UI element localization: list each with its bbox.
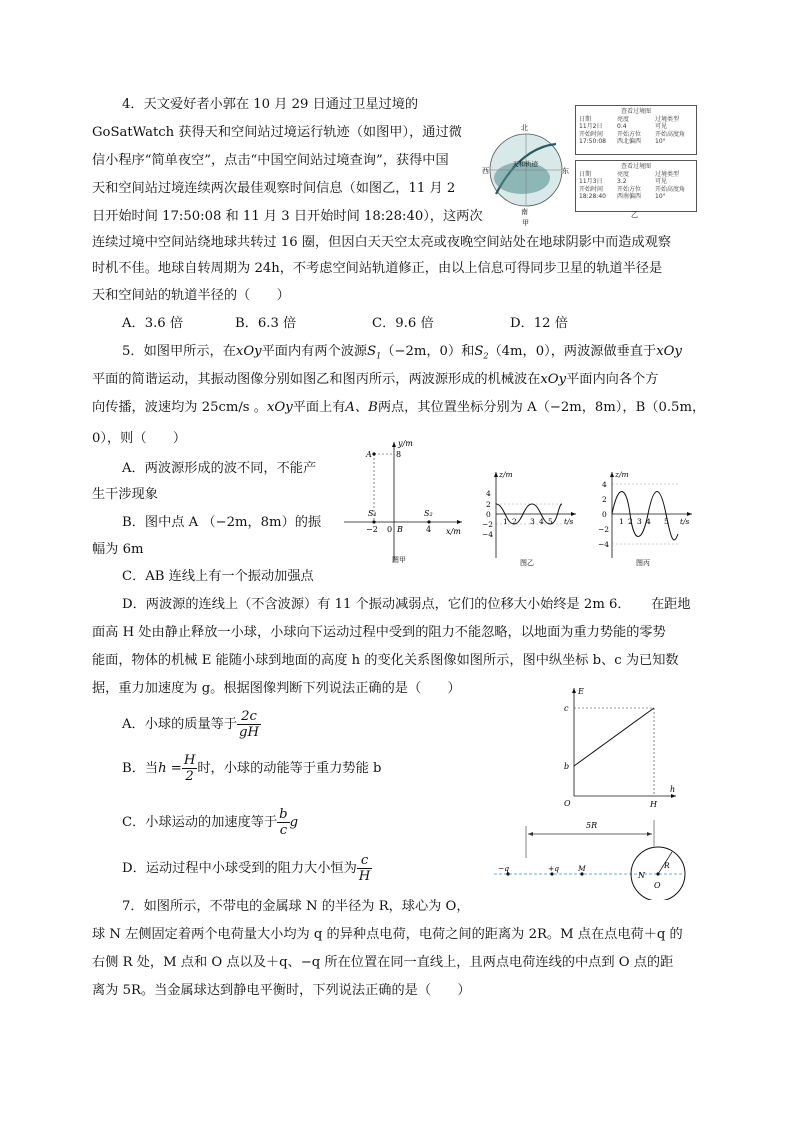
svg-text:H: H [650, 800, 657, 809]
svg-text:z/m: z/m [499, 470, 513, 479]
s1-symbol: $S_1$ [367, 344, 382, 361]
q5-option-a-2: 生干涉现象 [92, 487, 158, 502]
q7-line-2: 球 N 左侧固定着两个电荷量大小均为 q 的异种点电荷，电荷之间的距离为 2R。M 点在点电荷＋q 的 [92, 927, 683, 942]
q4-option-a: A．3.6 倍 [122, 316, 184, 331]
table-2-title: 查看过境图 [620, 163, 651, 170]
q6-line-1: 在距地 [651, 597, 691, 612]
svg-text:2: 2 [628, 517, 633, 526]
svg-text:图乙: 图乙 [520, 559, 534, 567]
svg-text:0: 0 [602, 510, 607, 519]
svg-text:B: B [397, 525, 403, 534]
vibration-graph-yi [478, 468, 580, 568]
q6-line-3: 能面，物体的机械 E 能随小球到地面的高度 h 的变化关系图像如图所示，图中纵坐标 b、c 为已知数 [92, 653, 679, 668]
q4-line-2: GoSatWatch 获得天和空间站过境运行轨迹（如图甲），通过微 [92, 125, 462, 140]
q6-option-a: A．小球的质量等于 $\frac{2c}{gH}$ [122, 709, 259, 740]
svg-text:x/m: x/m [446, 527, 461, 536]
q5-line-2: 平面的简谐运动，其振动图像分别如图乙和图丙所示，两波源形成的机械波在xOy平面内向各个方 [92, 372, 659, 387]
svg-text:4: 4 [539, 517, 544, 526]
svg-text:−q: −q [498, 864, 510, 873]
svg-text:4: 4 [486, 489, 491, 498]
svg-text:t/s: t/s [564, 517, 574, 526]
svg-text:A: A [366, 450, 372, 459]
svg-text:z/m: z/m [615, 470, 629, 479]
svg-text:4: 4 [646, 517, 651, 526]
q5-line-4: 0），则（ ） [92, 431, 187, 446]
point-a [372, 452, 375, 455]
wave-curve-bing [612, 492, 678, 540]
s2-symbol: $S_2$ [474, 344, 489, 361]
svg-text:t/s: t/s [680, 517, 690, 526]
q6-option-d: D．运动过程中小球受到的阻力大小恒为 $\frac{c}{H}$ [122, 853, 371, 884]
q7-line-3: 右侧 R 处，M 点和 O 点以及＋q、−q 所在位置在同一直线上，且两点电荷连线的中点到 O 点的距 [92, 955, 674, 970]
svg-text:−2: −2 [366, 525, 378, 534]
svg-text:S₂: S₂ [424, 509, 433, 518]
svg-text:N: N [638, 871, 645, 880]
q4-line-4: 天和空间站过境连续两次最佳观察时间信息（如图乙，11 月 2 [92, 181, 456, 196]
west-label: 西 [482, 167, 489, 175]
svg-text:4: 4 [602, 480, 607, 489]
svg-text:3: 3 [530, 517, 535, 526]
vibration-graph-bing [594, 468, 696, 568]
svg-text:1: 1 [503, 517, 508, 526]
svg-text:5: 5 [548, 517, 553, 526]
svg-text:−4: −4 [598, 540, 610, 549]
fraction-h-over-2: $\frac{H}{2}$ [183, 753, 196, 784]
table-1-title: 查看过境图 [620, 108, 651, 115]
east-label: 东 [562, 167, 569, 175]
svg-text:R: R [664, 861, 670, 870]
energy-line [574, 708, 654, 766]
pass-info-table-1: 查看过境图 日期 亮度 过境类型 11月2日 0.4 可见 开始时间 开始方位 开始高度角 17:50:08 西北偏西 10° [575, 105, 697, 155]
svg-text:2: 2 [486, 500, 491, 509]
figure-jia-caption: 甲 [522, 219, 529, 226]
q6-option-b: B．当h = $\frac{H}{2}$ 时，小球的动能等于重力势能 b [122, 753, 382, 784]
south-label: 南 [521, 208, 528, 216]
svg-text:图丙: 图丙 [636, 559, 650, 567]
q5-option-c: C．AB 连线上有一个振动加强点 [122, 569, 314, 584]
svg-text:−2: −2 [482, 520, 494, 529]
svg-text:−2: −2 [598, 525, 610, 534]
q4-line-3: 信小程序“简单夜空”，点击“中国空间站过境查询”，获得中国 [92, 153, 449, 168]
figure-yi-caption: 乙 [631, 211, 638, 219]
metal-sphere-figure [488, 816, 688, 900]
q4-line-1: 4．天文爱好者小郭在 10 月 29 日通过卫星过境的 [122, 97, 419, 112]
svg-text:c: c [564, 704, 569, 713]
svg-text:b: b [564, 762, 570, 771]
q7-line-4: 离为 5R。当金属球达到静电平衡时，下列说法正确的是（ ） [92, 983, 471, 998]
q4-line-5: 日开始时间 17:50:08 和 11 月 3 日开始时间 18:28:40），这两次 [92, 209, 483, 224]
q4-option-c: C．9.6 倍 [372, 316, 434, 331]
source-s2 [427, 520, 430, 523]
q4-option-d: D．12 倍 [510, 316, 568, 331]
svg-text:h: h [670, 785, 676, 794]
center-o [656, 872, 659, 875]
svg-text:3: 3 [637, 517, 642, 526]
svg-text:2: 2 [512, 517, 517, 526]
svg-text:8: 8 [396, 450, 402, 459]
svg-text:图甲: 图甲 [392, 556, 406, 564]
fraction-c-over-h: $\frac{c}{H}$ [358, 853, 371, 884]
wave-source-figure [338, 436, 470, 568]
svg-text:5: 5 [664, 517, 669, 526]
fraction-b-over-c: $\frac{b}{c}$ [279, 807, 288, 838]
q5-option-b-1: B．图中点 A （−2m，8m）的振 [122, 515, 322, 530]
q5-line-1: 5．如图甲所示，在xOy平面内有两个波源$S_1(-2m$，0）和$S_2(4m$，0），两波源做垂直于xOy [122, 344, 682, 361]
svg-text:−4: −4 [482, 530, 494, 539]
q5-line-3: 向传播，波速均为 25cm/s 。xOy平面上有A、B两点，其位置坐标分别为 A（−2m，8m），B（0.5m， [92, 400, 706, 415]
orbit-label: 天和轨迹 [512, 160, 538, 168]
source-s1 [372, 520, 375, 523]
svg-text:0: 0 [387, 525, 393, 534]
q6-line-4: 据，重力加速度为 g。根据图像判断下列说法正确的是（ ） [92, 681, 461, 696]
q6-line-2: 面高 H 处由静止释放一小球，小球向下运动过程中受到的阻力不能忽略，以地面为重力势能的零势 [92, 625, 666, 640]
q4-line-7: 时机不佳。地球自转周期为 24h，不考虑空间站轨道修正，由以上信息可得同步卫星的轨道半径是 [92, 261, 663, 276]
svg-text:y/m: y/m [398, 439, 413, 448]
svg-text:O: O [654, 881, 661, 890]
svg-text:S₁: S₁ [368, 509, 377, 518]
q4-option-b: B．6.3 倍 [235, 316, 297, 331]
orbit-figure [480, 108, 572, 226]
svg-text:2: 2 [602, 495, 607, 504]
q6-option-c: C．小球运动的加速度等于 $\frac{b}{c}$ g [122, 807, 299, 838]
svg-text:E: E [578, 687, 584, 696]
q4-line-6: 连续过境中空间站绕地球共转过 16 圈，但因白天天空太亮或夜晚空间站处在地球阴影中而造成观察 [92, 235, 672, 250]
north-label: 北 [521, 124, 528, 132]
pass-info-table-2: 查看过境图 日期 亮度 过境类型 11月3日 3.2 可见 开始时间 开始方位 开始高度角 18:28:40 西南偏西 10° [575, 160, 697, 212]
svg-text:M: M [578, 864, 586, 873]
svg-text:O: O [564, 799, 571, 808]
svg-text:5R: 5R [586, 821, 598, 830]
q5-option-a-1: A．两波源形成的波不同，不能产 [122, 461, 317, 476]
svg-text:0: 0 [486, 510, 491, 519]
energy-height-graph [552, 684, 682, 812]
svg-text:+q: +q [548, 864, 560, 873]
fraction-2c-over-gh: $\frac{2c}{gH}$ [239, 709, 259, 740]
q5-option-b-2: 幅为 6m [92, 542, 144, 557]
svg-text:4: 4 [426, 525, 432, 534]
q5-option-d: D．两波源的连线上（不含波源）有 11 个振动减弱点，它们的位移大小始终是 2m 6． [122, 597, 631, 612]
q7-line-1: 7．如图所示，不带电的金属球 N 的半径为 R，球心为 O， [122, 899, 470, 914]
svg-text:1: 1 [619, 517, 624, 526]
q4-line-8: 天和空间站的轨道半径的（ ） [92, 288, 290, 303]
